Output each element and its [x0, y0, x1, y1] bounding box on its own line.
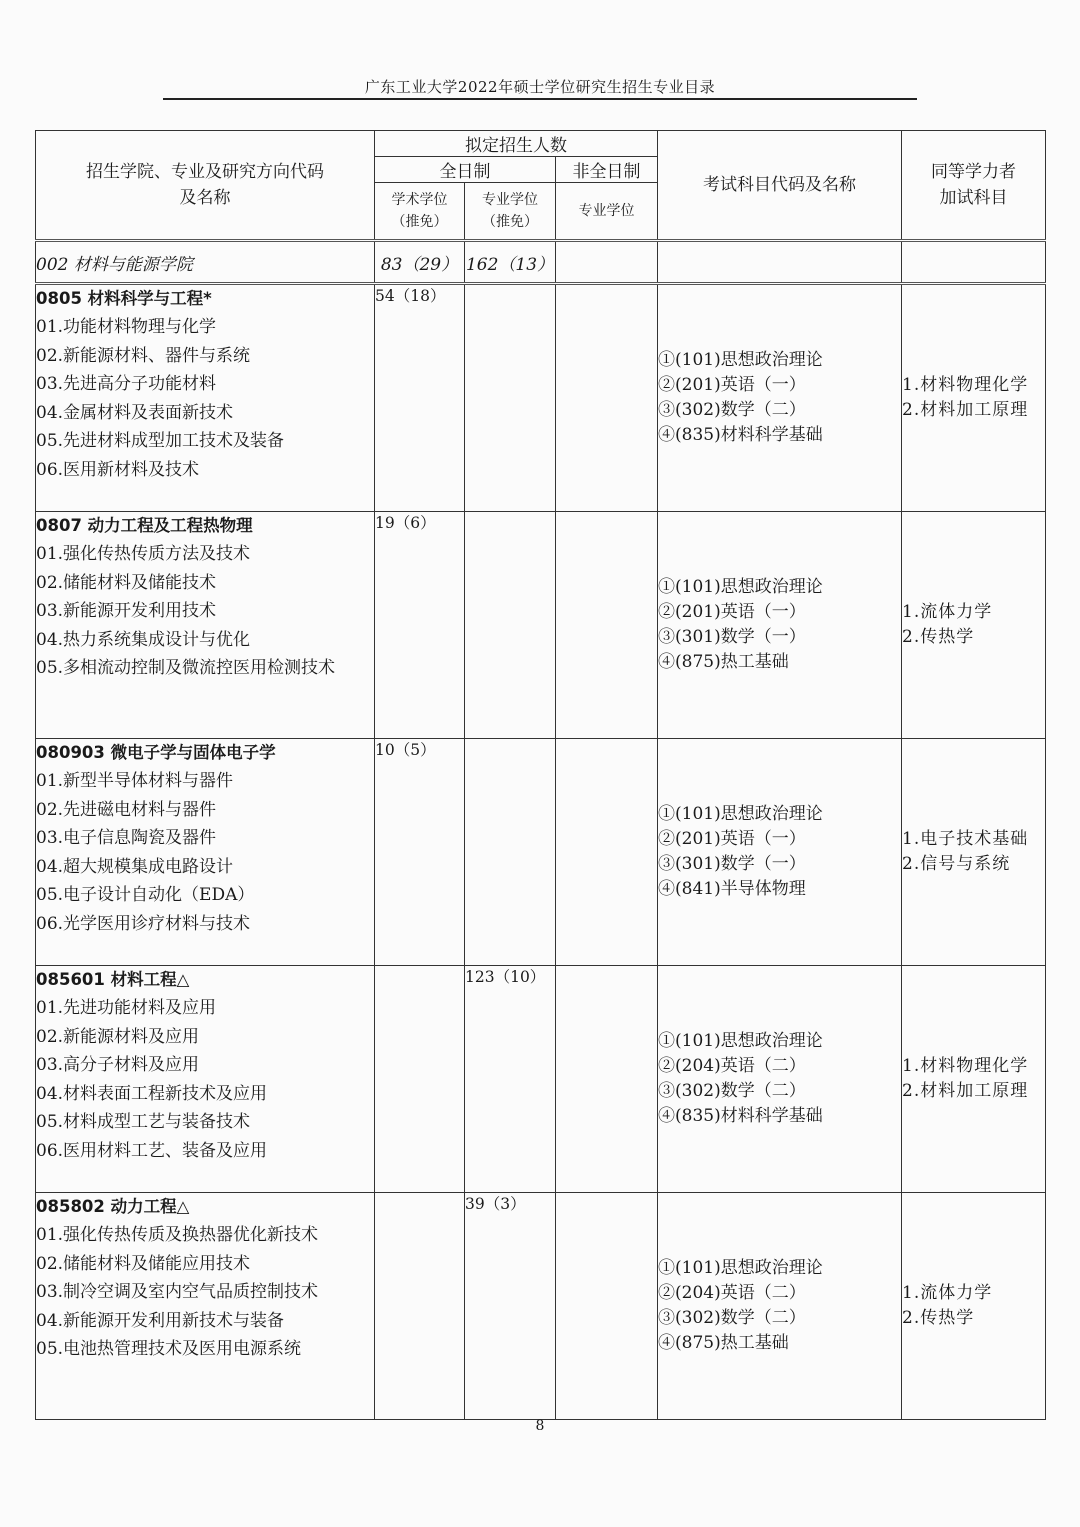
academic-count	[375, 966, 465, 1193]
exam-subjects	[658, 284, 902, 512]
major-title: 085601 材料工程△	[36, 970, 190, 989]
header-exam: 考试科目代码及名称	[658, 131, 902, 241]
extra-subject: 2.材料加工原理	[902, 400, 1029, 420]
extra-subject: 1.材料物理化学	[902, 1056, 1029, 1077]
direction-item: 05.电池热管理技术及医用电源系统	[36, 1339, 302, 1359]
professional-count	[465, 739, 556, 966]
direction-item: 03.新能源开发利用技术	[36, 601, 217, 621]
header-full-time: 全日制	[375, 157, 556, 183]
exam-subject: ④(835)材料科学基础	[658, 1105, 823, 1126]
exam-subject: ①(101)思想政治理论	[658, 350, 823, 371]
academic-count: 10（5）	[375, 739, 465, 966]
direction-item: 04.材料表面工程新技术及应用	[36, 1083, 268, 1104]
exam-subjects	[658, 1193, 902, 1420]
extra-subjects	[902, 739, 1046, 966]
header-part-time: 非全日制	[556, 157, 658, 183]
major-cell	[36, 284, 375, 512]
extra-subject: 2.传热学	[902, 627, 975, 647]
direction-item: 01.强化传热传质方法及技术	[36, 544, 251, 564]
part-time-count	[556, 512, 658, 739]
exam-subjects	[658, 512, 902, 739]
extra-subject: 1.流体力学	[902, 602, 993, 623]
direction-item: 01.先进功能材料及应用	[36, 998, 217, 1018]
direction-item: 03.制冷空调及室内空气品质控制技术	[36, 1282, 319, 1302]
direction-item: 03.高分子材料及应用	[36, 1055, 200, 1075]
major-cell	[36, 966, 375, 1193]
major-row	[36, 284, 1046, 512]
direction-item: 04.新能源开发利用新技术与装备	[36, 1310, 285, 1331]
extra-subject: 1.电子技术基础	[902, 829, 1029, 850]
direction-item: 05.材料成型工艺与装备技术	[36, 1112, 251, 1132]
major-row	[36, 966, 1046, 1193]
direction-item: 04.热力系统集成设计与优化	[36, 629, 251, 650]
page-number: 8	[535, 1418, 545, 1434]
direction-item: 03.先进高分子功能材料	[36, 374, 217, 394]
exam-subject: ①(101)思想政治理论	[658, 804, 823, 825]
exam-subject: ①(101)思想政治理论	[658, 1031, 823, 1052]
extra-subjects	[902, 966, 1046, 1193]
exam-subject: ②(201)英语（一）	[658, 602, 806, 623]
direction-item: 02.储能材料及储能技术	[36, 572, 217, 593]
major-title: 0805 材料科学与工程*	[36, 289, 212, 308]
header-professional-degree: 专业学位（推免）	[465, 183, 556, 241]
direction-item: 01.新型半导体材料与器件	[36, 771, 234, 791]
catalog-table	[35, 130, 1046, 1420]
exam-subject: ①(101)思想政治理论	[658, 577, 823, 598]
direction-item: 02.储能材料及储能应用技术	[36, 1253, 251, 1274]
exam-subject: ③(301)数学（一）	[658, 854, 806, 874]
exam-subject: ③(301)数学（一）	[658, 627, 806, 647]
exam-subject: ②(201)英语（一）	[658, 375, 806, 396]
exam-subject: ③(302)数学（二）	[658, 1081, 806, 1101]
exam-subject: ③(302)数学（二）	[658, 1308, 806, 1328]
school-name: 002 材料与能源学院	[36, 241, 375, 284]
header-major: 招生学院、专业及研究方向代码及名称	[36, 131, 375, 241]
header-extra: 同等学力者加试科目	[902, 131, 1046, 241]
part-time-count	[556, 284, 658, 512]
part-time-count	[556, 966, 658, 1193]
direction-item: 06.光学医用诊疗材料与技术	[36, 913, 251, 934]
professional-count: 39（3）	[465, 1193, 556, 1420]
exam-subject: ④(875)热工基础	[658, 651, 789, 672]
extra-subjects	[902, 512, 1046, 739]
major-cell	[36, 1193, 375, 1420]
extra-subject: 1.材料物理化学	[902, 375, 1029, 396]
direction-item: 02.先进磁电材料与器件	[36, 799, 217, 820]
exam-subjects	[658, 739, 902, 966]
major-title: 085802 动力工程△	[36, 1197, 190, 1216]
major-row	[36, 1193, 1046, 1420]
direction-item: 01.强化传热传质及换热器优化新技术	[36, 1225, 319, 1245]
header-part-time-professional: 专业学位	[556, 183, 658, 241]
exam-subject: ②(201)英语（一）	[658, 829, 806, 850]
exam-subject: ④(875)热工基础	[658, 1332, 789, 1353]
academic-count	[375, 1193, 465, 1420]
direction-item: 03.电子信息陶瓷及器件	[36, 828, 217, 848]
header-academic-degree: 学术学位（推免）	[375, 183, 465, 241]
school-row	[36, 241, 1046, 284]
exam-subject: ①(101)思想政治理论	[658, 1258, 823, 1279]
extra-subjects	[902, 1193, 1046, 1420]
professional-count	[465, 284, 556, 512]
direction-item: 04.超大规模集成电路设计	[36, 856, 234, 877]
professional-count	[465, 512, 556, 739]
header-planned-enrollment: 拟定招生人数	[375, 131, 658, 157]
school-academic-count: 83（29）	[375, 241, 465, 284]
direction-item: 05.先进材料成型加工技术及装备	[36, 431, 285, 451]
direction-item: 02.新能源材料及应用	[36, 1026, 200, 1047]
major-row	[36, 739, 1046, 966]
direction-item: 06.医用材料工艺、装备及应用	[36, 1140, 268, 1161]
direction-item: 04.金属材料及表面新技术	[36, 402, 234, 423]
major-row	[36, 512, 1046, 739]
exam-subject: ④(835)材料科学基础	[658, 424, 823, 445]
exam-subject: ②(204)英语（二）	[658, 1056, 806, 1077]
direction-item: 01.功能材料物理与化学	[36, 317, 217, 337]
extra-subject: 2.材料加工原理	[902, 1081, 1029, 1101]
header-rule	[163, 98, 917, 100]
direction-item: 06.医用新材料及技术	[36, 459, 200, 480]
exam-subject: ③(302)数学（二）	[658, 400, 806, 420]
academic-count: 19（6）	[375, 512, 465, 739]
school-professional-count: 162（13）	[465, 241, 556, 284]
direction-item: 05.多相流动控制及微流控医用检测技术	[36, 658, 336, 678]
page-header: 广东工业大学2022年硕士学位研究生招生专业目录	[364, 78, 716, 96]
major-title: 0807 动力工程及工程热物理	[36, 516, 253, 535]
part-time-count	[556, 1193, 658, 1420]
exam-subject: ②(204)英语（二）	[658, 1283, 806, 1304]
major-title: 080903 微电子学与固体电子学	[36, 743, 276, 762]
major-cell	[36, 512, 375, 739]
extra-subject: 2.信号与系统	[902, 854, 1011, 874]
exam-subject: ④(841)半导体物理	[658, 878, 806, 899]
major-cell	[36, 739, 375, 966]
part-time-count	[556, 739, 658, 966]
extra-subject: 1.流体力学	[902, 1283, 993, 1304]
professional-count: 123（10）	[465, 966, 556, 1193]
direction-item: 02.新能源材料、器件与系统	[36, 345, 251, 366]
extra-subjects	[902, 284, 1046, 512]
exam-subjects	[658, 966, 902, 1193]
academic-count: 54（18）	[375, 284, 465, 512]
direction-item: 05.电子设计自动化（EDA）	[36, 885, 255, 905]
extra-subject: 2.传热学	[902, 1308, 975, 1328]
